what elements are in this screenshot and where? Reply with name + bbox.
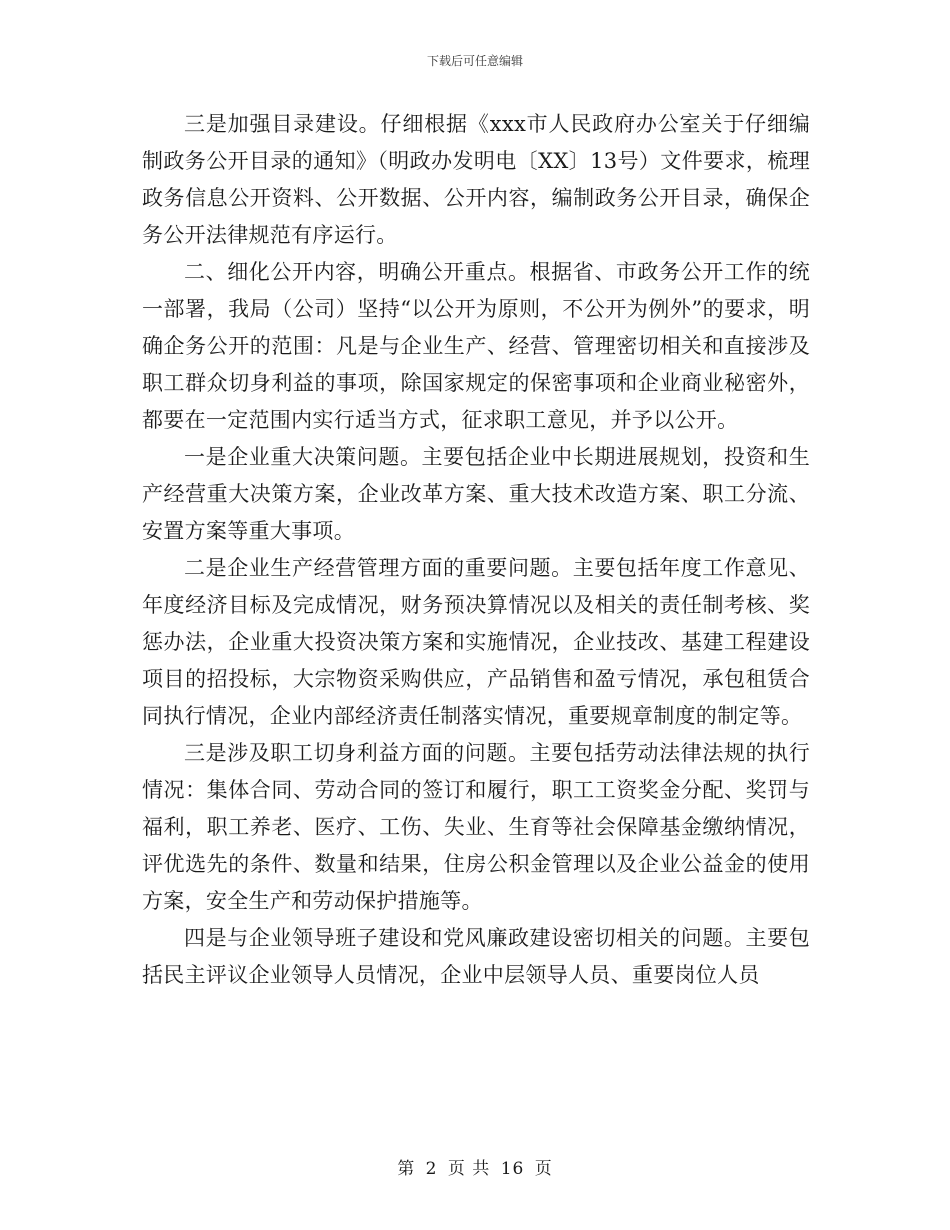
paragraph: 二是企业生产经营管理方面的重要问题。主要包括年度工作意见、年度经济目标及完成情况，财务预决算情况以及相关的责任制考核、奖惩办法，企业重大投资决策方案和实施情况，企业技改、基建工程建设项目的招投标，大宗物资采购供应，产品销售和盈亏情况，承包租赁合同执行情况，企业内部经济责任制落实情况，重要规章制度的制定等。 [142,556,810,728]
paragraph: 三是加强目录建设。仔细根据《xxx市人民政府办公室关于仔细编制政务公开目录的通知》（明政办发明电〔XX〕13号）文件要求，梳理政务信息公开资料、公开数据、公开内容，编制政务公开目录，确保企务公开法律规范有序运行。 [142,112,810,247]
page-footer [0,1154,950,1179]
footer-suffix: 页 [534,1159,553,1179]
paragraph: 一是企业重大决策问题。主要包括企业中长期进展规划，投资和生产经营重大决策方案，企业改革方案、重大技术改造方案、职工分流、安置方案等重大事项。 [142,445,810,543]
footer-prefix: 第 [397,1159,416,1179]
paragraph: 四是与企业领导班子建设和党风廉政建设密切相关的问题。主要包括民主评议企业领导人员情况，企业中层领导人员、重要岗位人员 [142,926,810,987]
footer-middle: 页 共 [447,1159,491,1179]
document-body [142,106,810,994]
current-page-number: 2 [425,1159,438,1179]
total-pages-number: 16 [500,1159,525,1179]
header-note: 下载后可任意编辑 [426,54,523,68]
paragraph: 三是涉及职工切身利益方面的问题。主要包括劳动法律法规的执行情况：集体合同、劳动合同的签订和履行，职工工资奖金分配、奖罚与福利，职工养老、医疗、工伤、失业、生育等社会保障基金缴纳情况，评优选先的条件、数量和结果，住房公积金管理以及企业公益金的使用方案，安全生产和劳动保护措施等。 [142,741,810,913]
paragraph: 二、细化公开内容，明确公开重点。根据省、市政务公开工作的统一部署，我局（公司）坚持“以公开为原则，不公开为例外”的要求，明确企务公开的范围：凡是与企业生产、经营、管理密切相关和直接涉及职工群众切身利益的事项，除国家规定的保密事项和企业商业秘密外，都要在一定范围内实行适当方式，征求职工意见，并予以公开。 [142,260,810,432]
